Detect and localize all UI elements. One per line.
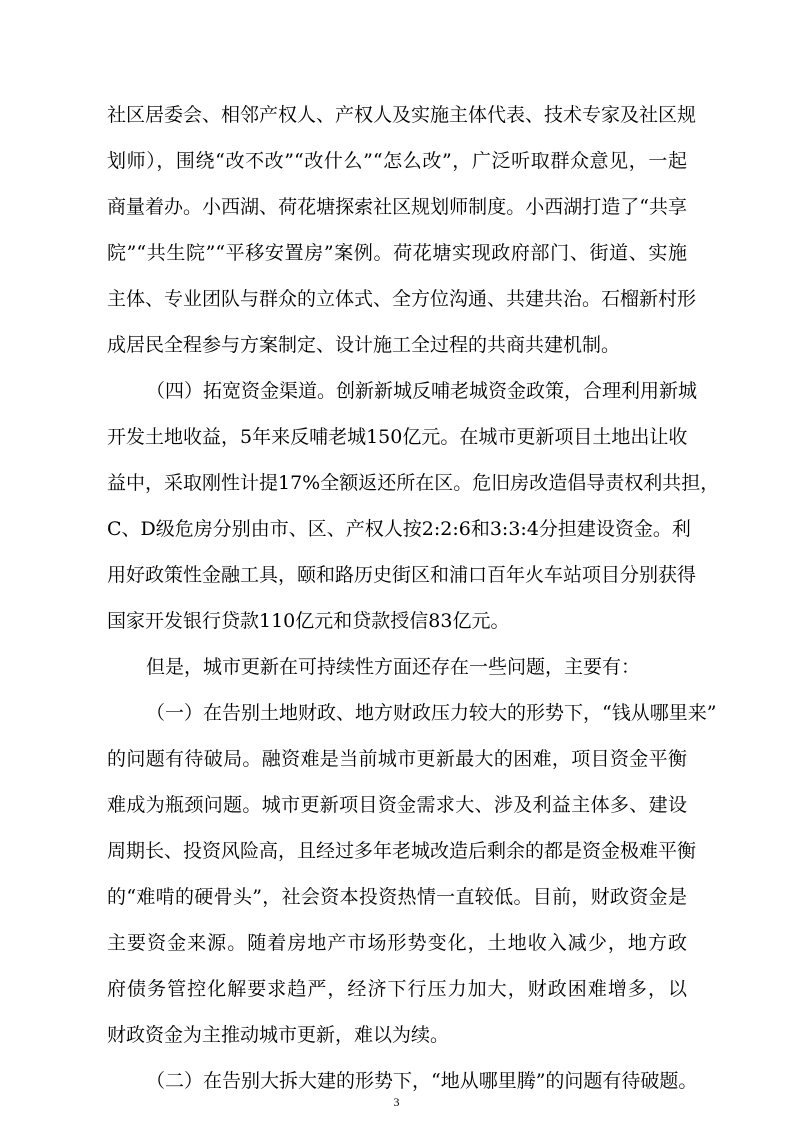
body-text-line: 财政资金为主推动城市更新，难以为续。 xyxy=(107,1024,450,1046)
body-text-line: 益中，采取刚性计提17%全额返还所在区。危旧房改造倡导责权利共担， xyxy=(107,472,720,494)
body-text-line: 商量着办。小西湖、荷花塘探索社区规划师制度。小西湖打造了“共享 xyxy=(107,196,687,218)
body-text-line: 主要资金来源。随着房地产市场形势变化，土地收入减少，地方政 xyxy=(107,932,687,954)
body-text-line: 周期长、投资风险高，且经过多年老城改造后剩余的都是资金极难平衡 xyxy=(107,840,697,862)
body-text-line: 用好政策性金融工具，颐和路历史街区和浦口百年火车站项目分别获得 xyxy=(107,564,697,586)
body-text-line: 难成为瓶颈问题。城市更新项目资金需求大、涉及利益主体多、建设 xyxy=(107,794,687,816)
body-text-line: 主体、专业团队与群众的立体式、全方位沟通、共建共治。石榴新村形 xyxy=(107,288,697,310)
body-text-line: 的“难啃的硬骨头”，社会资本投资热情一直较低。目前，财政资金是 xyxy=(107,886,687,908)
body-text-line: 院”“共生院”“平移安置房”案例。荷花塘实现政府部门、街道、实施 xyxy=(107,242,687,264)
page-number: 3 xyxy=(393,1095,400,1109)
transition-paragraph: 但是，城市更新在可持续性方面还存在一些问题，主要有： xyxy=(146,656,641,678)
body-text-line: 划师），围绕“改不改”“改什么”“怎么改”，广泛听取群众意见，一起 xyxy=(107,150,687,172)
section-paragraph-two-start: （二）在告别大拆大建的形势下，“地从哪里腾”的问题有待破题。 xyxy=(146,1070,698,1092)
body-text-line: 开发土地收益，5年来反哺老城150亿元。在城市更新项目土地出让收 xyxy=(107,426,688,448)
body-text-line: C、D级危房分别由市、区、产权人按2:2:6和3:3:4分担建设资金。利 xyxy=(107,518,691,540)
body-text-line: 的问题有待破局。融资难是当前城市更新最大的困难，项目资金平衡 xyxy=(107,748,687,770)
body-text-line: 社区居委会、相邻产权人、产权人及实施主体代表、技术专家及社区规 xyxy=(107,104,697,126)
section-paragraph-four-start: （四）拓宽资金渠道。创新新城反哺老城资金政策，合理利用新城 xyxy=(146,380,698,402)
body-text-line: 国家开发银行贷款110亿元和贷款授信83亿元。 xyxy=(107,610,510,632)
body-text-line: 府债务管控化解要求趋严，经济下行压力加大，财政困难增多，以 xyxy=(107,978,687,1000)
body-text-line: 成居民全程参与方案制定、设计施工全过程的共商共建机制。 xyxy=(107,334,621,356)
section-paragraph-one-start: （一）在告别土地财政、地方财政压力较大的形势下，“钱从哪里来” xyxy=(146,702,717,724)
